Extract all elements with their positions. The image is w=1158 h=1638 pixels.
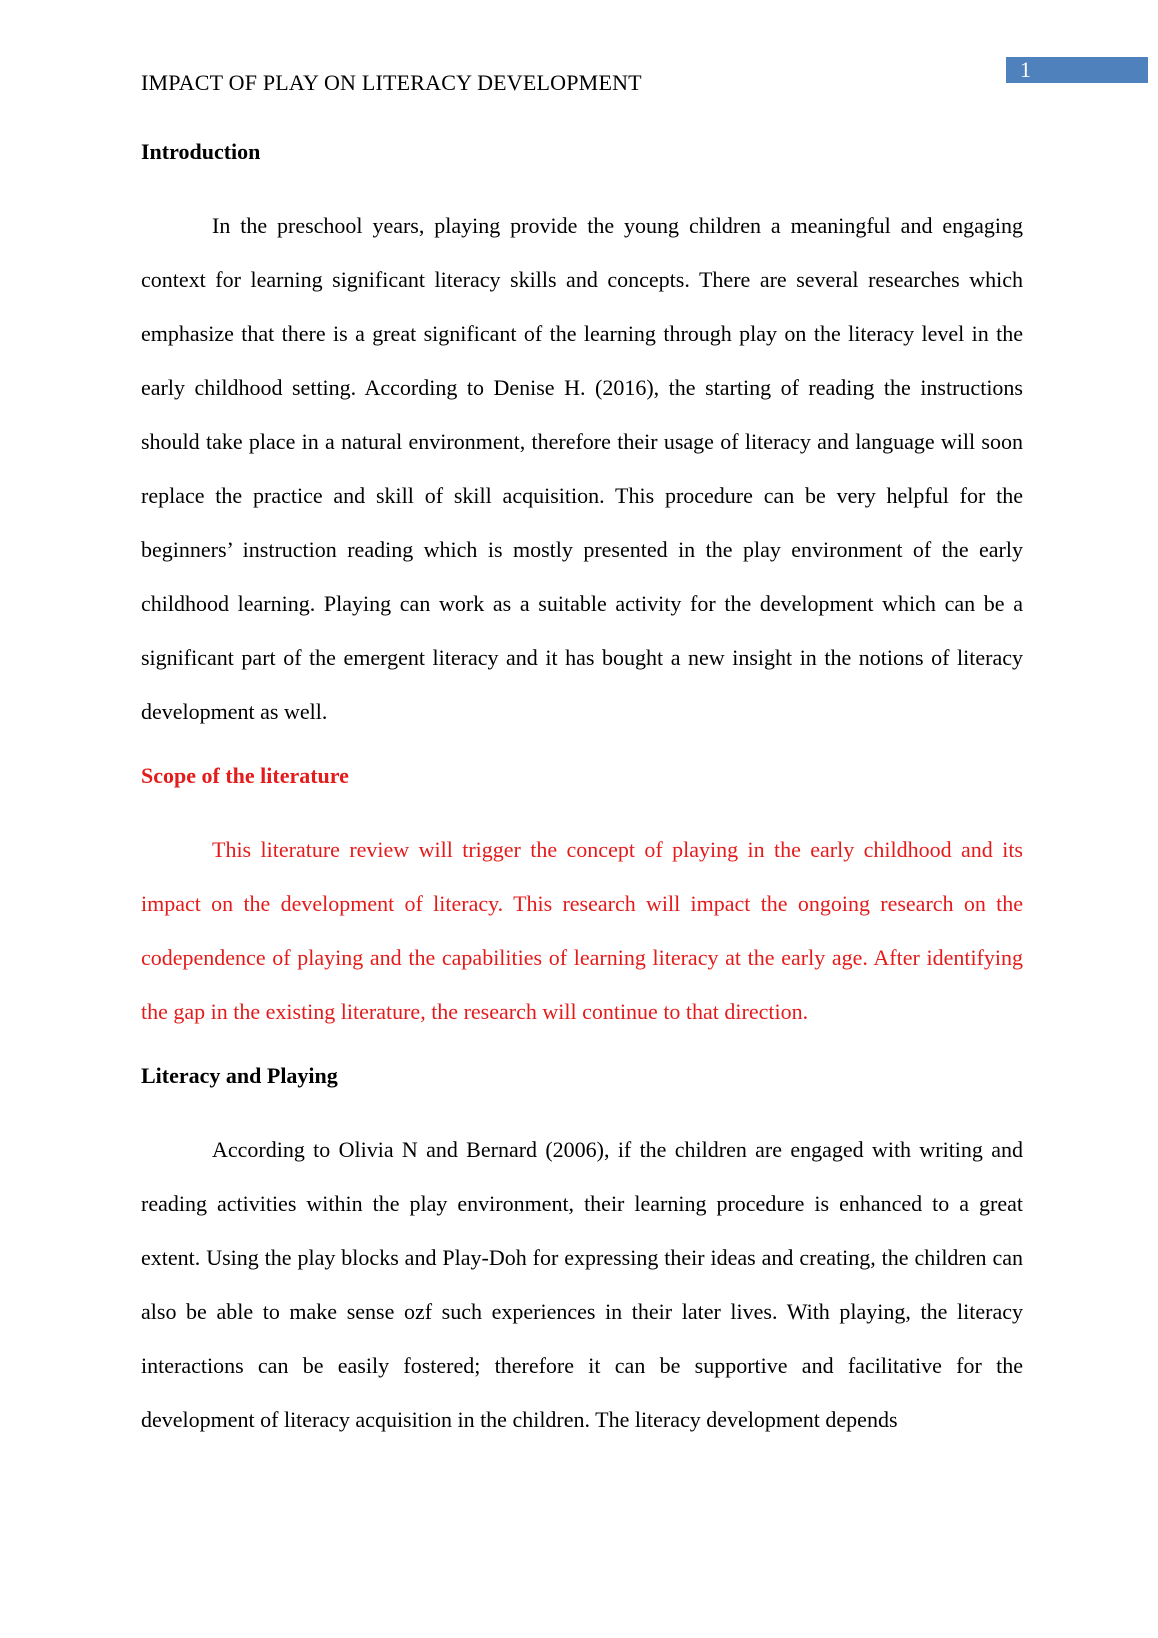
- paragraph-literacy-and-playing: According to Olivia N and Bernard (2006), if the children are engaged with writing and reading activities within the play environment, their learning procedure is enhanced to a great extent. Using the play blocks and Play-Doh for expressing their ideas and creating, the children can also be able to make sense ozf such experiences in their later lives. With playing, the literacy interactions can be easily fostered; therefore it can be supportive and facilitative for the development of literacy acquisition in the children. The literacy development depends: [141, 1137, 1023, 1432]
- section-heading-scope: Scope of the literature: [141, 763, 349, 788]
- paragraph-scope: This literature review will trigger the concept of playing in the early childhood and its impact on the development of literacy. This research will impact the ongoing research on the codependence of playing and the capabilities of learning literacy at the early age. After identifying the gap in the existing literature, the research will continue to that direction.: [141, 837, 1023, 1024]
- section-heading-introduction: Introduction: [141, 139, 261, 164]
- section-heading-literacy-and-playing: Literacy and Playing: [141, 1063, 338, 1088]
- running-head: IMPACT OF PLAY ON LITERACY DEVELOPMENT: [141, 70, 642, 95]
- paragraph-introduction: In the preschool years, playing provide the young children a meaningful and engaging context for learning significant literacy skills and concepts. There are several researches which emphasize that there is a great significant of the learning through play on the literacy level in the early childhood setting. According to Denise H. (2016), the starting of reading the instructions should take place in a natural environment, therefore their usage of literacy and language will soon replace the practice and skill of skill acquisition. This procedure can be very helpful for the beginners’ instruction reading which is mostly presented in the play environment of the early childhood learning. Playing can work as a suitable activity for the development which can be a significant part of the emergent literacy and it has bought a new insight in the notions of literacy development as well.: [141, 213, 1023, 724]
- page-number: 1: [1006, 57, 1148, 83]
- document-body: [141, 134, 1023, 1447]
